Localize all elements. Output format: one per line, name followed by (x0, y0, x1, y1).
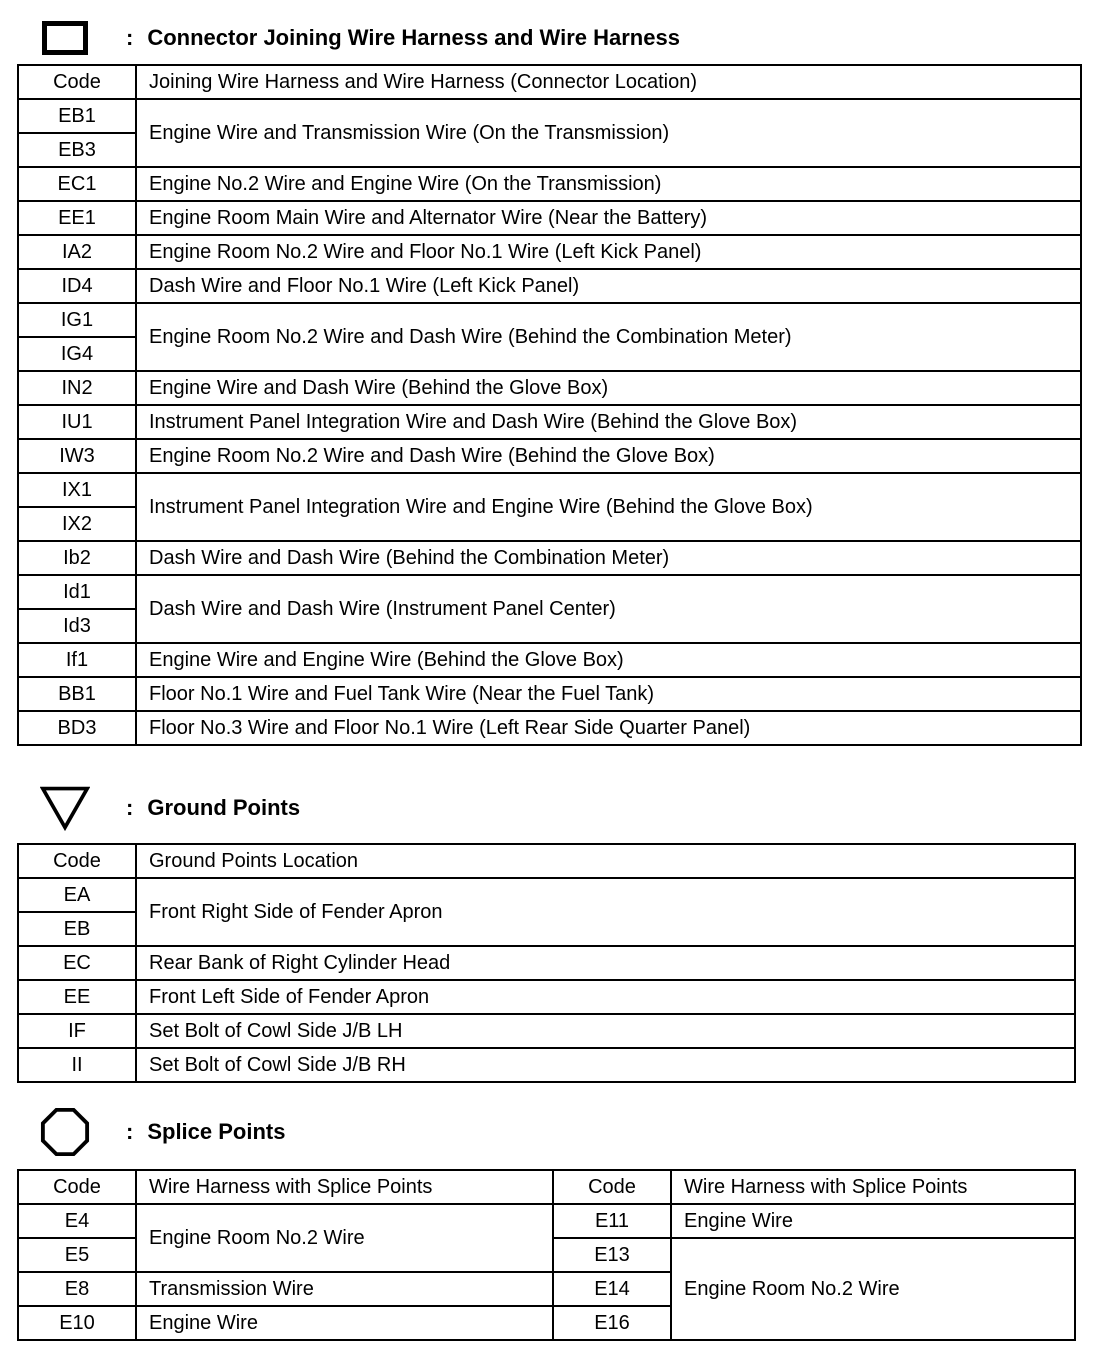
code-cell: IN2 (18, 371, 136, 405)
code-cell: E16 (553, 1306, 671, 1340)
code-cell: ID4 (18, 269, 136, 303)
code-cell: IU1 (18, 405, 136, 439)
table-row (18, 878, 1075, 912)
code-cell: EE1 (18, 201, 136, 235)
code-cell: IG4 (18, 337, 136, 371)
table-row (18, 303, 1081, 337)
code-cell: E14 (553, 1272, 671, 1306)
description-column-header: Wire Harness with Splice Points (671, 1170, 1075, 1204)
description-column-header: Ground Points Location (136, 844, 1075, 878)
code-cell: IX1 (18, 473, 136, 507)
code-column-header: Code (18, 65, 136, 99)
connector-section-header (40, 12, 680, 64)
code-cell: II (18, 1048, 136, 1082)
description-cell: Set Bolt of Cowl Side J/B LH (136, 1014, 1075, 1048)
splice-section-title: Splice Points (147, 1119, 286, 1144)
code-cell: IA2 (18, 235, 136, 269)
description-cell: Instrument Panel Integration Wire and Dash Wire (Behind the Glove Box) (136, 405, 1081, 439)
table-row (18, 677, 1081, 711)
code-cell: EC1 (18, 167, 136, 201)
code-cell: IG1 (18, 303, 136, 337)
connector-table-header (18, 65, 1081, 99)
table-row (18, 167, 1081, 201)
description-column-header: Joining Wire Harness and Wire Harness (Connector Location) (136, 65, 1081, 99)
table-row (18, 371, 1081, 405)
code-cell: E8 (18, 1272, 136, 1306)
ground-section-header (40, 782, 300, 834)
code-cell: Ib2 (18, 541, 136, 575)
code-cell: EC (18, 946, 136, 980)
description-cell: Rear Bank of Right Cylinder Head (136, 946, 1075, 980)
ground-colon: : (126, 795, 134, 820)
table-row (18, 643, 1081, 677)
splice-colon: : (126, 1119, 134, 1144)
description-cell: Engine Room No.2 Wire (671, 1238, 1075, 1340)
description-cell: Engine Wire and Engine Wire (Behind the Glove Box) (136, 643, 1081, 677)
code-cell: IX2 (18, 507, 136, 541)
table-row (18, 711, 1081, 745)
table-row (18, 235, 1081, 269)
description-cell: Engine Room No.2 Wire and Floor No.1 Wire (Left Kick Panel) (136, 235, 1081, 269)
code-column-header: Code (18, 844, 136, 878)
code-cell: EB3 (18, 133, 136, 167)
splice-table-header (18, 1170, 1075, 1204)
triangle-down-icon (40, 783, 90, 833)
description-cell: Engine Wire and Transmission Wire (On the Transmission) (136, 99, 1081, 167)
code-cell: IF (18, 1014, 136, 1048)
square-icon (40, 13, 90, 63)
connector-colon: : (126, 25, 134, 50)
octagon-icon (40, 1107, 90, 1157)
description-cell: Floor No.1 Wire and Fuel Tank Wire (Near the Fuel Tank) (136, 677, 1081, 711)
description-cell: Dash Wire and Dash Wire (Instrument Panel Center) (136, 575, 1081, 643)
description-cell: Floor No.3 Wire and Floor No.1 Wire (Left Rear Side Quarter Panel) (136, 711, 1081, 745)
description-cell: Engine Room Main Wire and Alternator Wire (Near the Battery) (136, 201, 1081, 235)
code-cell: EE (18, 980, 136, 1014)
description-cell: Engine Room No.2 Wire and Dash Wire (Behind the Glove Box) (136, 439, 1081, 473)
code-cell: E4 (18, 1204, 136, 1238)
description-cell: Transmission Wire (136, 1272, 553, 1306)
table-row (18, 473, 1081, 507)
code-cell: BB1 (18, 677, 136, 711)
code-cell: If1 (18, 643, 136, 677)
description-cell: Instrument Panel Integration Wire and Engine Wire (Behind the Glove Box) (136, 473, 1081, 541)
table-row (18, 405, 1081, 439)
description-cell: Dash Wire and Dash Wire (Behind the Combination Meter) (136, 541, 1081, 575)
code-cell: E5 (18, 1238, 136, 1272)
table-row (18, 1204, 1075, 1238)
code-cell: BD3 (18, 711, 136, 745)
ground-section-title: Ground Points (147, 795, 301, 820)
splice-section-header (40, 1106, 285, 1158)
description-cell: Engine Room No.2 Wire and Dash Wire (Behind the Combination Meter) (136, 303, 1081, 371)
code-cell: E13 (553, 1238, 671, 1272)
description-cell: Set Bolt of Cowl Side J/B RH (136, 1048, 1075, 1082)
table-row (18, 99, 1081, 133)
description-cell: Front Left Side of Fender Apron (136, 980, 1075, 1014)
connector-section-title: Connector Joining Wire Harness and Wire Harness (147, 25, 680, 50)
description-cell: Engine Wire (136, 1306, 553, 1340)
table-row (18, 439, 1081, 473)
code-cell: E11 (553, 1204, 671, 1238)
ground-table (17, 843, 1076, 1083)
connector-table (17, 64, 1082, 746)
ground-table-header (18, 844, 1075, 878)
table-row (18, 541, 1081, 575)
code-column-header: Code (18, 1170, 136, 1204)
description-cell: Front Right Side of Fender Apron (136, 878, 1075, 946)
code-cell: EB1 (18, 99, 136, 133)
code-cell: EA (18, 878, 136, 912)
table-row (18, 575, 1081, 609)
table-row (18, 1048, 1075, 1082)
table-row (18, 269, 1081, 303)
description-cell: Engine No.2 Wire and Engine Wire (On the Transmission) (136, 167, 1081, 201)
description-cell: Engine Wire and Dash Wire (Behind the Glove Box) (136, 371, 1081, 405)
table-row (18, 201, 1081, 235)
table-row (18, 1014, 1075, 1048)
code-cell: IW3 (18, 439, 136, 473)
table-row (18, 946, 1075, 980)
code-cell: Id3 (18, 609, 136, 643)
description-cell: Engine Wire (671, 1204, 1075, 1238)
description-cell: Dash Wire and Floor No.1 Wire (Left Kick Panel) (136, 269, 1081, 303)
code-column-header: Code (553, 1170, 671, 1204)
code-cell: EB (18, 912, 136, 946)
splice-table (17, 1169, 1076, 1341)
code-cell: E10 (18, 1306, 136, 1340)
code-cell: Id1 (18, 575, 136, 609)
description-column-header: Wire Harness with Splice Points (136, 1170, 553, 1204)
table-row (18, 980, 1075, 1014)
description-cell: Engine Room No.2 Wire (136, 1204, 553, 1272)
